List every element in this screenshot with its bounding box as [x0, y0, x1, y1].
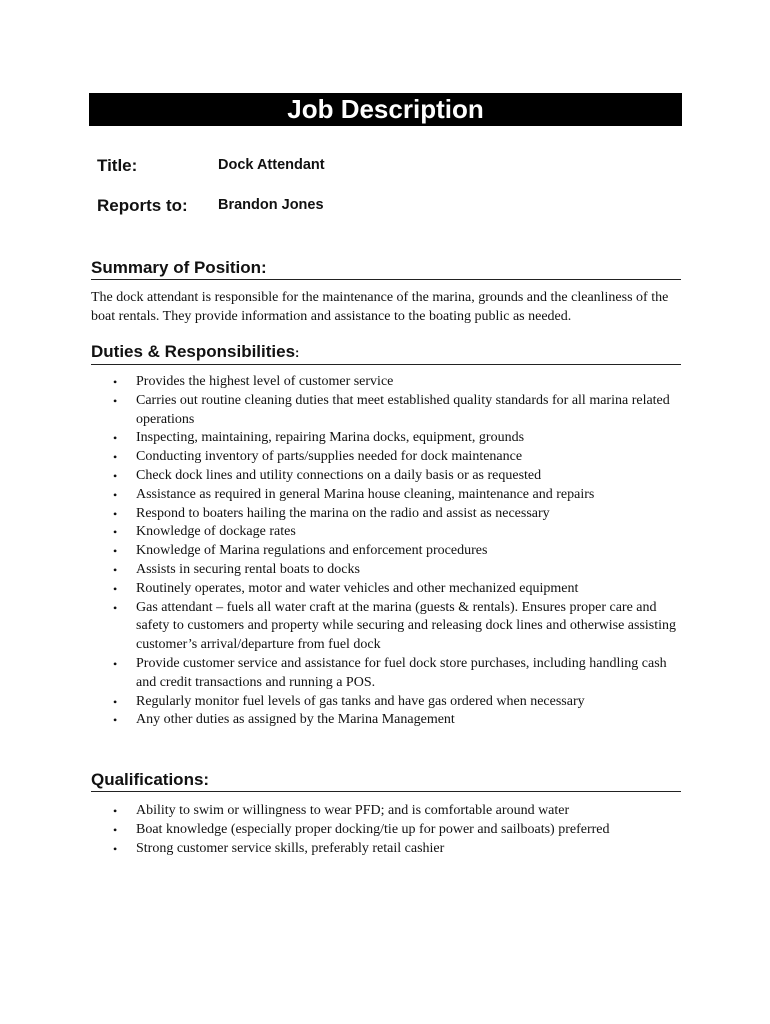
qualifications-list	[0, 802, 686, 858]
list-item	[0, 655, 686, 693]
list-item-text: Regularly monitor fuel levels of gas tanks and have gas ordered when necessary	[136, 693, 585, 709]
bullet-icon: •	[113, 506, 118, 521]
title-value: Dock Attendant	[218, 157, 325, 173]
list-item-text: Knowledge of dockage rates	[136, 524, 296, 540]
bullet-icon: •	[113, 656, 118, 671]
bullet-icon: •	[113, 562, 118, 577]
reports-to-label: Reports to:	[97, 196, 188, 215]
list-item-text: Carries out routine cleaning duties that meet established quality standards for all marina related operations	[136, 392, 670, 427]
list-item-text: Ability to swim or willingness to wear PFD; and is comfortable around water	[136, 803, 570, 818]
duties-heading	[91, 342, 681, 365]
list-item-text: Assists in securing rental boats to docks	[136, 561, 360, 577]
list-item-text: Boat knowledge (especially proper docking/tie up for power and sailboats) preferred	[136, 821, 610, 837]
duties-heading-colon: :	[295, 345, 300, 360]
list-item	[0, 392, 686, 430]
list-item	[0, 429, 686, 448]
list-item	[0, 561, 686, 580]
list-item	[0, 821, 686, 840]
qualifications-heading-text: Qualifications:	[91, 770, 210, 789]
list-item	[0, 599, 686, 655]
bullet-icon: •	[113, 468, 118, 483]
list-item-text: Gas attendant – fuels all water craft at the marina (guests & rentals). Ensures proper care and safety to customers and property while securing and releasing dock lines and otherwise assisting customer’s arrival/departure from fuel dock	[136, 599, 677, 653]
list-item-text: Provides the highest level of customer service	[136, 374, 394, 389]
list-item-text: Provide customer service and assistance for fuel dock store purchases, including handling cash and credit transactions and running a POS.	[136, 655, 667, 690]
bullet-icon: •	[113, 375, 118, 389]
list-item-text: Check dock lines and utility connections on a daily basis or as requested	[136, 467, 542, 483]
list-item	[0, 448, 686, 467]
list-item	[0, 373, 686, 392]
bullet-icon: •	[113, 600, 118, 615]
list-item-text: Inspecting, maintaining, repairing Marina docks, equipment, grounds	[136, 430, 525, 446]
bullet-icon: •	[113, 581, 118, 596]
list-item	[0, 840, 686, 859]
list-item	[0, 542, 686, 561]
list-item	[0, 523, 686, 542]
bullet-icon: •	[113, 487, 118, 502]
reports-to-value: Brandon Jones	[218, 197, 324, 213]
list-item	[0, 711, 686, 730]
bullet-icon: •	[113, 713, 118, 728]
summary-text: The dock attendant is responsible for the maintenance of the marina, grounds and the cleanliness of the boat rentals. They provide information and assistance to the boating public as needed.	[91, 290, 669, 324]
bullet-icon: •	[113, 841, 118, 856]
bullet-icon: •	[113, 393, 118, 408]
list-item-text: Conducting inventory of parts/supplies needed for dock maintenance	[136, 449, 523, 465]
bullet-icon: •	[113, 544, 118, 559]
list-item	[0, 467, 686, 486]
list-item	[0, 802, 686, 821]
list-item	[0, 580, 686, 599]
list-item-text: Respond to boaters hailing the marina on the radio and assist as necessary	[136, 505, 550, 521]
qualifications-heading	[91, 770, 681, 792]
bullet-icon: •	[113, 694, 118, 709]
list-item	[0, 693, 686, 712]
bullet-icon: •	[113, 525, 118, 540]
bullet-icon: •	[113, 431, 118, 446]
duties-list	[0, 373, 686, 730]
list-item-text: Strong customer service skills, preferably retail cashier	[136, 840, 445, 856]
job-description-banner: Job Description	[89, 93, 682, 126]
duties-heading-text: Duties & Responsibilities	[91, 342, 296, 361]
bullet-icon: •	[113, 804, 118, 818]
summary-heading	[91, 258, 681, 280]
list-item	[0, 505, 686, 524]
list-item	[0, 486, 686, 505]
list-item-text: Any other duties as assigned by the Marina Management	[136, 712, 455, 728]
bullet-icon: •	[113, 450, 118, 465]
title-label: Title:	[97, 156, 138, 175]
list-item-text: Routinely operates, motor and water vehicles and other mechanized equipment	[136, 580, 579, 596]
summary-heading-text: Summary of Position:	[91, 258, 267, 277]
bullet-icon: •	[113, 822, 118, 837]
list-item-text: Knowledge of Marina regulations and enforcement procedures	[136, 543, 488, 559]
list-item-text: Assistance as required in general Marina house cleaning, maintenance and repairs	[136, 486, 595, 502]
